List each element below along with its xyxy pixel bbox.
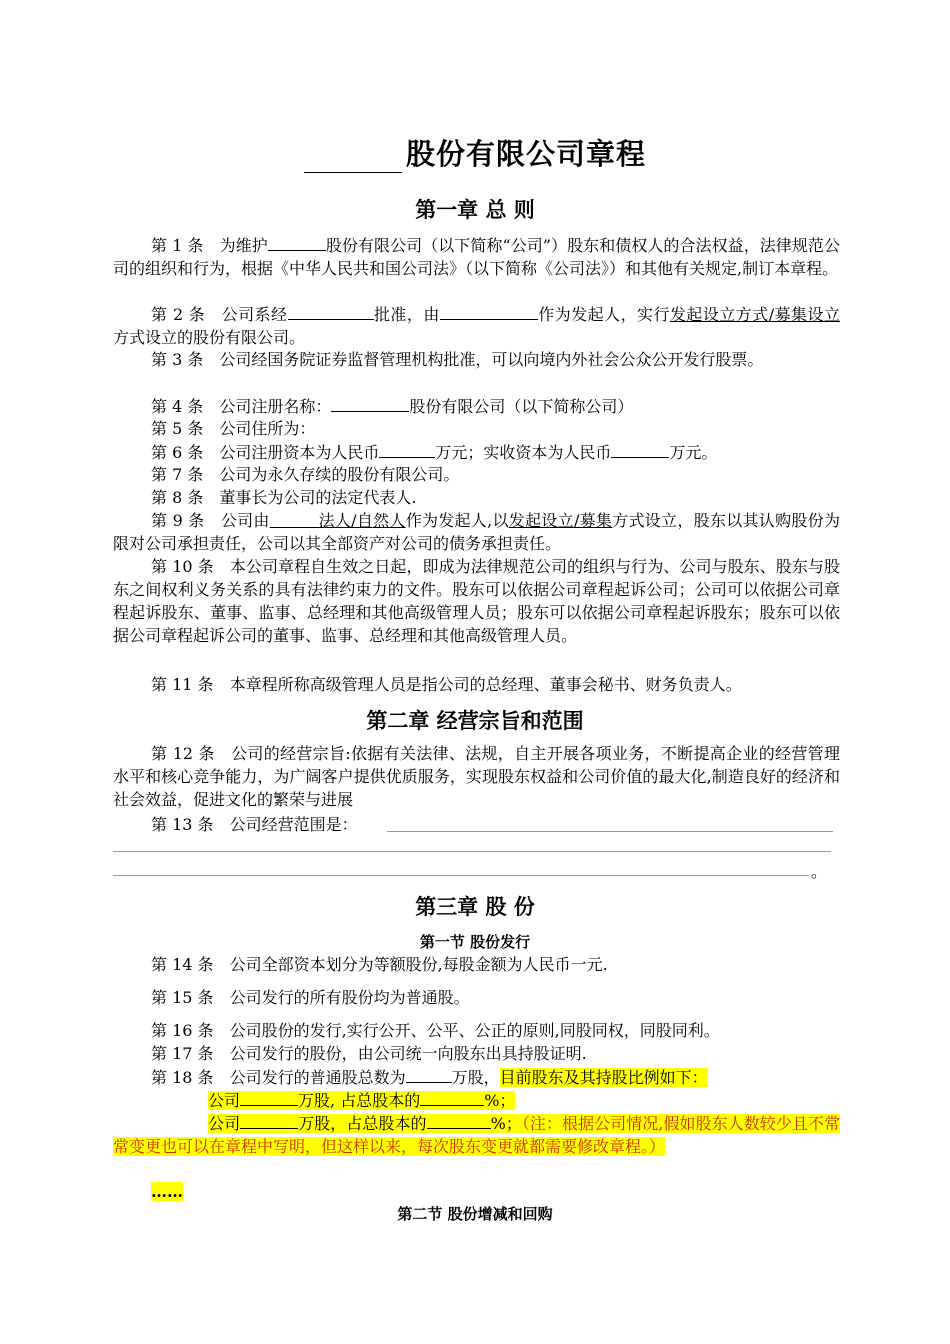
article-8: 第 8 条 董事长为公司的法定代表人.	[151, 488, 417, 507]
chapter-1-heading: 第一章 总 则	[415, 198, 535, 222]
article-1: 第 1 条 为维护 股份有限公司（以下简称“公司”）股东和债权人的合法权益，法律规范公司的组织和行为，根据《中华人民共和国公司法》（以下简称《公司法》）和其他有关规定,制订本章程。	[113, 233, 840, 280]
title-text: 股份有限公司章程	[405, 137, 646, 171]
article-5: 第 5 条 公司住所为：	[151, 419, 316, 438]
chapter-2-heading: 第二章 经营宗旨和范围	[366, 709, 584, 733]
article-13: 第 13 条 公司经营范围是：	[151, 815, 358, 834]
article-4: 第 4 条 公司注册名称： 股份有限公司（以下简称公司）	[113, 394, 840, 418]
section-1-heading: 第一节 股份发行	[419, 933, 531, 951]
article-15: 第 15 条 公司发行的所有股份均为普通股。	[151, 988, 470, 1007]
article-17: 第 17 条 公司发行的股份，由公司统一向股东出具持股证明.	[151, 1044, 587, 1063]
article-14: 第 14 条 公司全部资本划分为等额股份,每股金额为人民币一元.	[151, 955, 608, 974]
scope-line-1	[387, 831, 833, 832]
article-2: 第 2 条 公司系经 批准，由 作为发起人，实行发起设立方式/募集设立方式设立的股份有限公司。	[113, 302, 840, 349]
article-3: 第 3 条 公司经国务院证券监督管理机构批准，可以向境内外社会公众公开发行股票。	[151, 350, 764, 369]
document-title	[0, 132, 950, 173]
article-10: 第 10 条 本公司章程自生效之日起，即成为法律规范公司的组织与行为、公司与股东、股东与股东之间权利义务关系的具有法律约束力的文件。股东可以依据公司章程起诉公司；公司可以依据公司章程起诉股东、董事、监事、总经理和其他高级管理人员；股东可以依据公司章程起诉股东；股东可以依据公司章程起诉公司的董事、监事、总经理和其他高级管理人员。	[113, 557, 840, 645]
article-6: 第 6 条 公司注册资本为人民币 万元；实收资本为人民币 万元。	[113, 440, 840, 464]
article-11: 第 11 条 本章程所称高级管理人员是指公司的总经理、董事会秘书、财务负责人。	[151, 675, 742, 694]
shareholder-row-1: 公司 万股, 占总股本的 %；	[208, 1088, 848, 1112]
article-9: 第 9 条 公司由 法人/自然人作为发起人,以发起设立/募集方式设立，股东以其认购股份为限对公司承担责任，公司以其全部资产对公司的债务承担责任。	[113, 511, 840, 553]
shareholder-row-2-and-note: 公司 万股，占总股本的 %；（注：根据公司情况,假如股东人数较少且不常常变更也可以在章程中写明，但这样以来，每次股东变更就都需要修改章程。）	[113, 1111, 840, 1158]
article-7: 第 7 条 公司为永久存续的股份有限公司。	[151, 465, 460, 484]
ellipsis: ……	[151, 1182, 183, 1201]
article-16: 第 16 条 公司股份的发行,实行公开、公平、公正的原则,同股同权，同股同利。	[151, 1021, 720, 1040]
company-name-blank	[304, 146, 402, 173]
shareholders-highlight: 目前股东及其持股比例如下：	[499, 1068, 708, 1087]
chapter-3-heading: 第三章 股 份	[415, 895, 535, 919]
scope-line-3	[113, 875, 809, 876]
scope-end-mark: 。	[811, 862, 828, 881]
article-18: 第 18 条 公司发行的普通股总数为 万股，目前股东及其持股比例如下：	[113, 1065, 840, 1089]
section-2-heading: 第二节 股份增减和回购	[397, 1205, 553, 1223]
scope-line-2	[113, 851, 831, 852]
revision-note: （注：根据公司情况,假如股东人数较少且不常常变更也可以在章程中写明，但这样以来，每次股东变更就都需要修改章程。）	[113, 1114, 840, 1156]
article-12: 第 12 条 公司的经营宗旨:依据有关法律、法规，自主开展各项业务，不断提高企业的经营管理水平和核心竞争能力，为广阔客户提供优质服务，实现股东权益和公司价值的最大化,制造良好的经济和社会效益，促进文化的繁荣与进展	[113, 744, 840, 809]
